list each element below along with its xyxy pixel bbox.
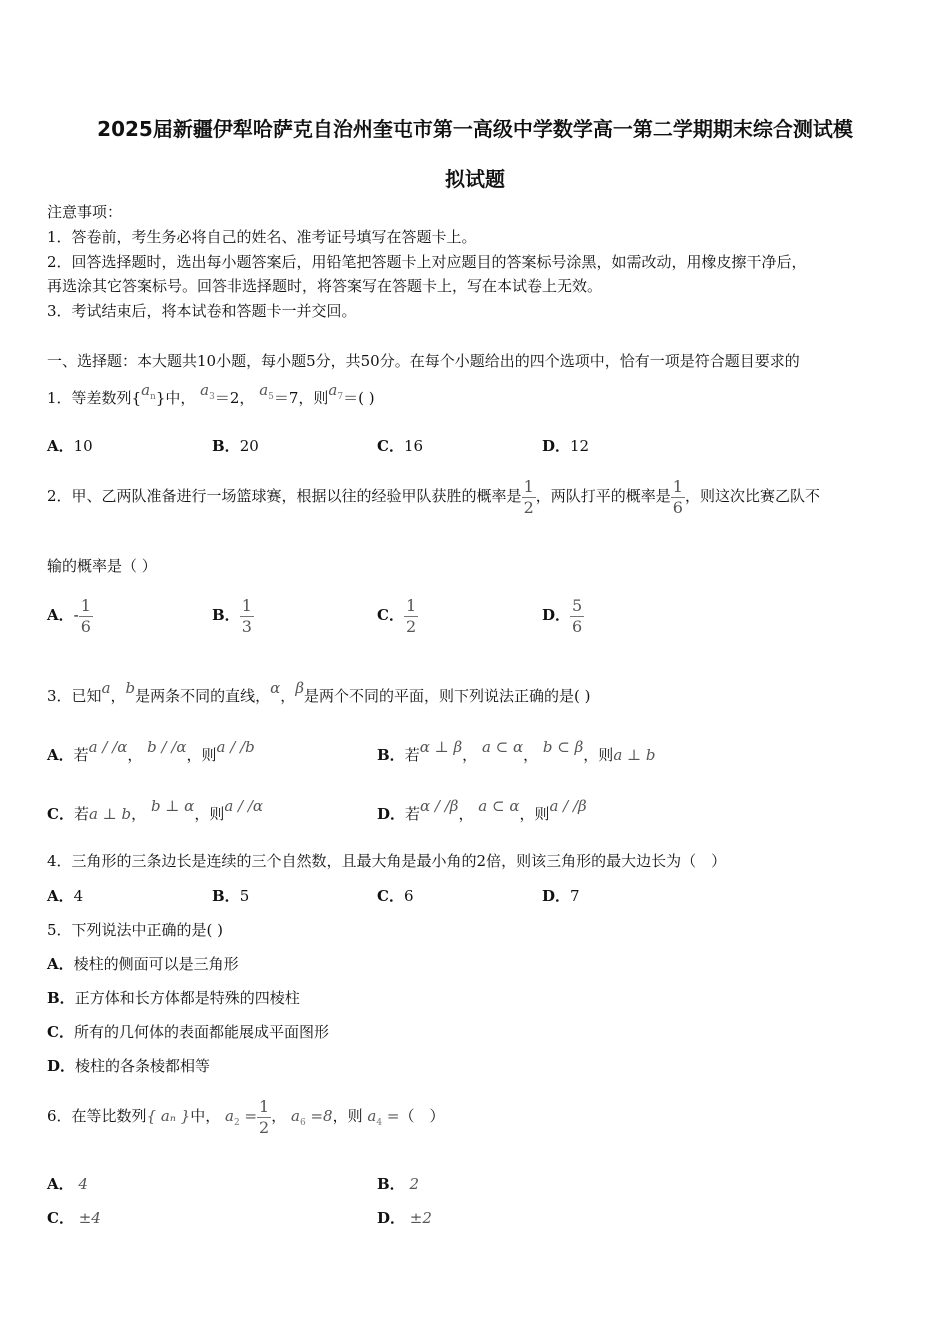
- q1-text-2: }中，: [155, 389, 196, 407]
- q6-number: 6．: [47, 1107, 72, 1125]
- title-line-1: 2025届新疆伊犁哈萨克自治州奎屯市第一高级中学数学高一第二学期期末综合测试模: [97, 117, 853, 141]
- q6-a2: $a_2$ =: [225, 1107, 258, 1128]
- q3-var-alpha: α: [270, 679, 281, 697]
- q2-number: 2．: [47, 487, 72, 505]
- q6-sequence: { aₙ }: [146, 1107, 191, 1125]
- question-3: 3．已知a，b是两条不同的直线，α，β是两个不同的平面，则下列说法正确的是( ): [47, 679, 591, 705]
- q5-option-d[interactable]: D．棱柱的各条棱都相等: [47, 1057, 211, 1075]
- q1-number: 1．: [47, 389, 72, 407]
- q1-option-d[interactable]: D．12: [542, 437, 590, 455]
- q3-option-a[interactable]: A．若a / /α， b / /α，则a / /b: [47, 738, 255, 764]
- q3-number: 3．: [47, 687, 72, 705]
- q2-option-b[interactable]: B． $\frac{1}{3}$: [212, 595, 252, 636]
- q6-a4: $a_4$ =: [367, 1107, 400, 1128]
- q1-option-c[interactable]: C．16: [377, 437, 424, 455]
- q3-text-3: 是两条不同的直线，: [135, 687, 271, 705]
- q1-option-b[interactable]: B．20: [212, 437, 259, 455]
- q2-fraction-1: $\frac{1}{2}$: [523, 476, 534, 517]
- q1-a-n: $a_n$: [141, 381, 156, 402]
- q1-option-a[interactable]: A．10: [47, 437, 93, 455]
- q3-text-5: 是两个不同的平面，则下列说法正确的是( ): [303, 687, 591, 705]
- note-2b: 再选涂其它答案标号。回答非选择题时，将答案写在答题卡上，写在本试卷上无效。: [47, 277, 603, 295]
- notes-heading: 注意事项：: [47, 203, 123, 221]
- q3-option-b[interactable]: B．若α ⊥ β， a ⊂ α， b ⊂ β，则a ⊥ b: [377, 738, 656, 764]
- section-heading: 一、选择题：本大题共10小题，每小题5分，共50分。在每个小题给出的四个选项中，恰有一项是符合题目要求的: [47, 352, 800, 370]
- q5-option-a[interactable]: A．棱柱的侧面可以是三角形: [47, 955, 239, 973]
- q3-var-b: b: [125, 679, 136, 697]
- q6-a6: $a_6 =8$: [291, 1107, 333, 1128]
- q4-option-c[interactable]: C．6: [377, 887, 414, 905]
- question-6: 6．在等比数列{ aₙ }中， $a_2$ = $\frac{1}{2}$ ， $a_6 =8$，则 $a_4$ =（ ）: [47, 1096, 445, 1137]
- q2-option-c[interactable]: C． $\frac{1}{2}$: [377, 595, 417, 636]
- q2-option-d[interactable]: D． $\frac{5}{6}$: [542, 595, 583, 636]
- q3-var-beta: β: [295, 679, 304, 697]
- question-4: 4．三角形的三条边长是连续的三个自然数，且最大角是最小角的2倍，则该三角形的最大边长为（ ）: [47, 852, 727, 870]
- q2-option-a[interactable]: A．- $\frac{1}{6}$: [47, 595, 91, 636]
- q5-option-c[interactable]: C．所有的几何体的表面都能展成平面图形: [47, 1023, 329, 1041]
- note-3: 3．考试结束后，将本试卷和答题卡一并交回。: [47, 302, 357, 320]
- note-2a: 2．回答选择题时，选出每小题答案后，用铅笔把答题卡上对应题目的答案标号涂黑，如需改动，用橡皮擦干净后，: [47, 253, 807, 271]
- q4-option-d[interactable]: D．7: [542, 887, 580, 905]
- note-1: 1．答卷前，考生务必将自己的姓名、准考证号填写在答题卡上。: [47, 228, 477, 246]
- question-5: 5．下列说法中正确的是( ): [47, 921, 224, 939]
- q5-option-b[interactable]: B．正方体和长方体都是特殊的四棱柱: [47, 989, 300, 1007]
- q1-text-5: ＝( ): [343, 389, 375, 407]
- question-1: [47, 381, 375, 415]
- q2-fraction-2: $\frac{1}{6}$: [672, 476, 683, 517]
- q1-text-3: ＝2，: [214, 389, 255, 407]
- q6-text-1: 在等比数列: [71, 1107, 147, 1125]
- q3-option-d[interactable]: D．若α / /β， a ⊂ α，则a / /β: [377, 797, 587, 823]
- q6-option-b[interactable]: B． 2: [377, 1175, 420, 1193]
- q3-var-a: a: [101, 679, 111, 697]
- question-2: [47, 474, 820, 518]
- q2-text-1: 甲、乙两队准备进行一场篮球赛，根据以往的经验甲队获胜的概率是: [71, 487, 522, 505]
- q4-option-a[interactable]: A．4: [47, 887, 84, 905]
- q3-option-c[interactable]: C．若a ⊥ b， b ⊥ α，则a / /α: [47, 797, 264, 823]
- q1-a-5: $a_5$: [259, 381, 274, 402]
- q1-a-7: $a_7$: [328, 381, 344, 402]
- q3-text-1: 已知: [71, 687, 102, 705]
- q1-text-1: 等差数列{: [71, 389, 142, 407]
- q1-text-4: ＝7，则: [273, 389, 329, 407]
- q1-a-3: $a_3$: [200, 381, 215, 402]
- q6-option-d[interactable]: D． ±2: [377, 1209, 432, 1227]
- q2-text-4: 输的概率是（ ）: [47, 557, 157, 575]
- q6-option-a[interactable]: A． 4: [47, 1175, 88, 1193]
- q6-fraction: $\frac{1}{2}$: [259, 1096, 270, 1137]
- q2-text-3: ，则这次比赛乙队不: [684, 487, 820, 505]
- q4-option-b[interactable]: B．5: [212, 887, 250, 905]
- q2-text-2: ，两队打平的概率是: [535, 487, 671, 505]
- q6-option-c[interactable]: C． ±4: [47, 1209, 101, 1227]
- title-line-2: 拟试题: [445, 167, 505, 191]
